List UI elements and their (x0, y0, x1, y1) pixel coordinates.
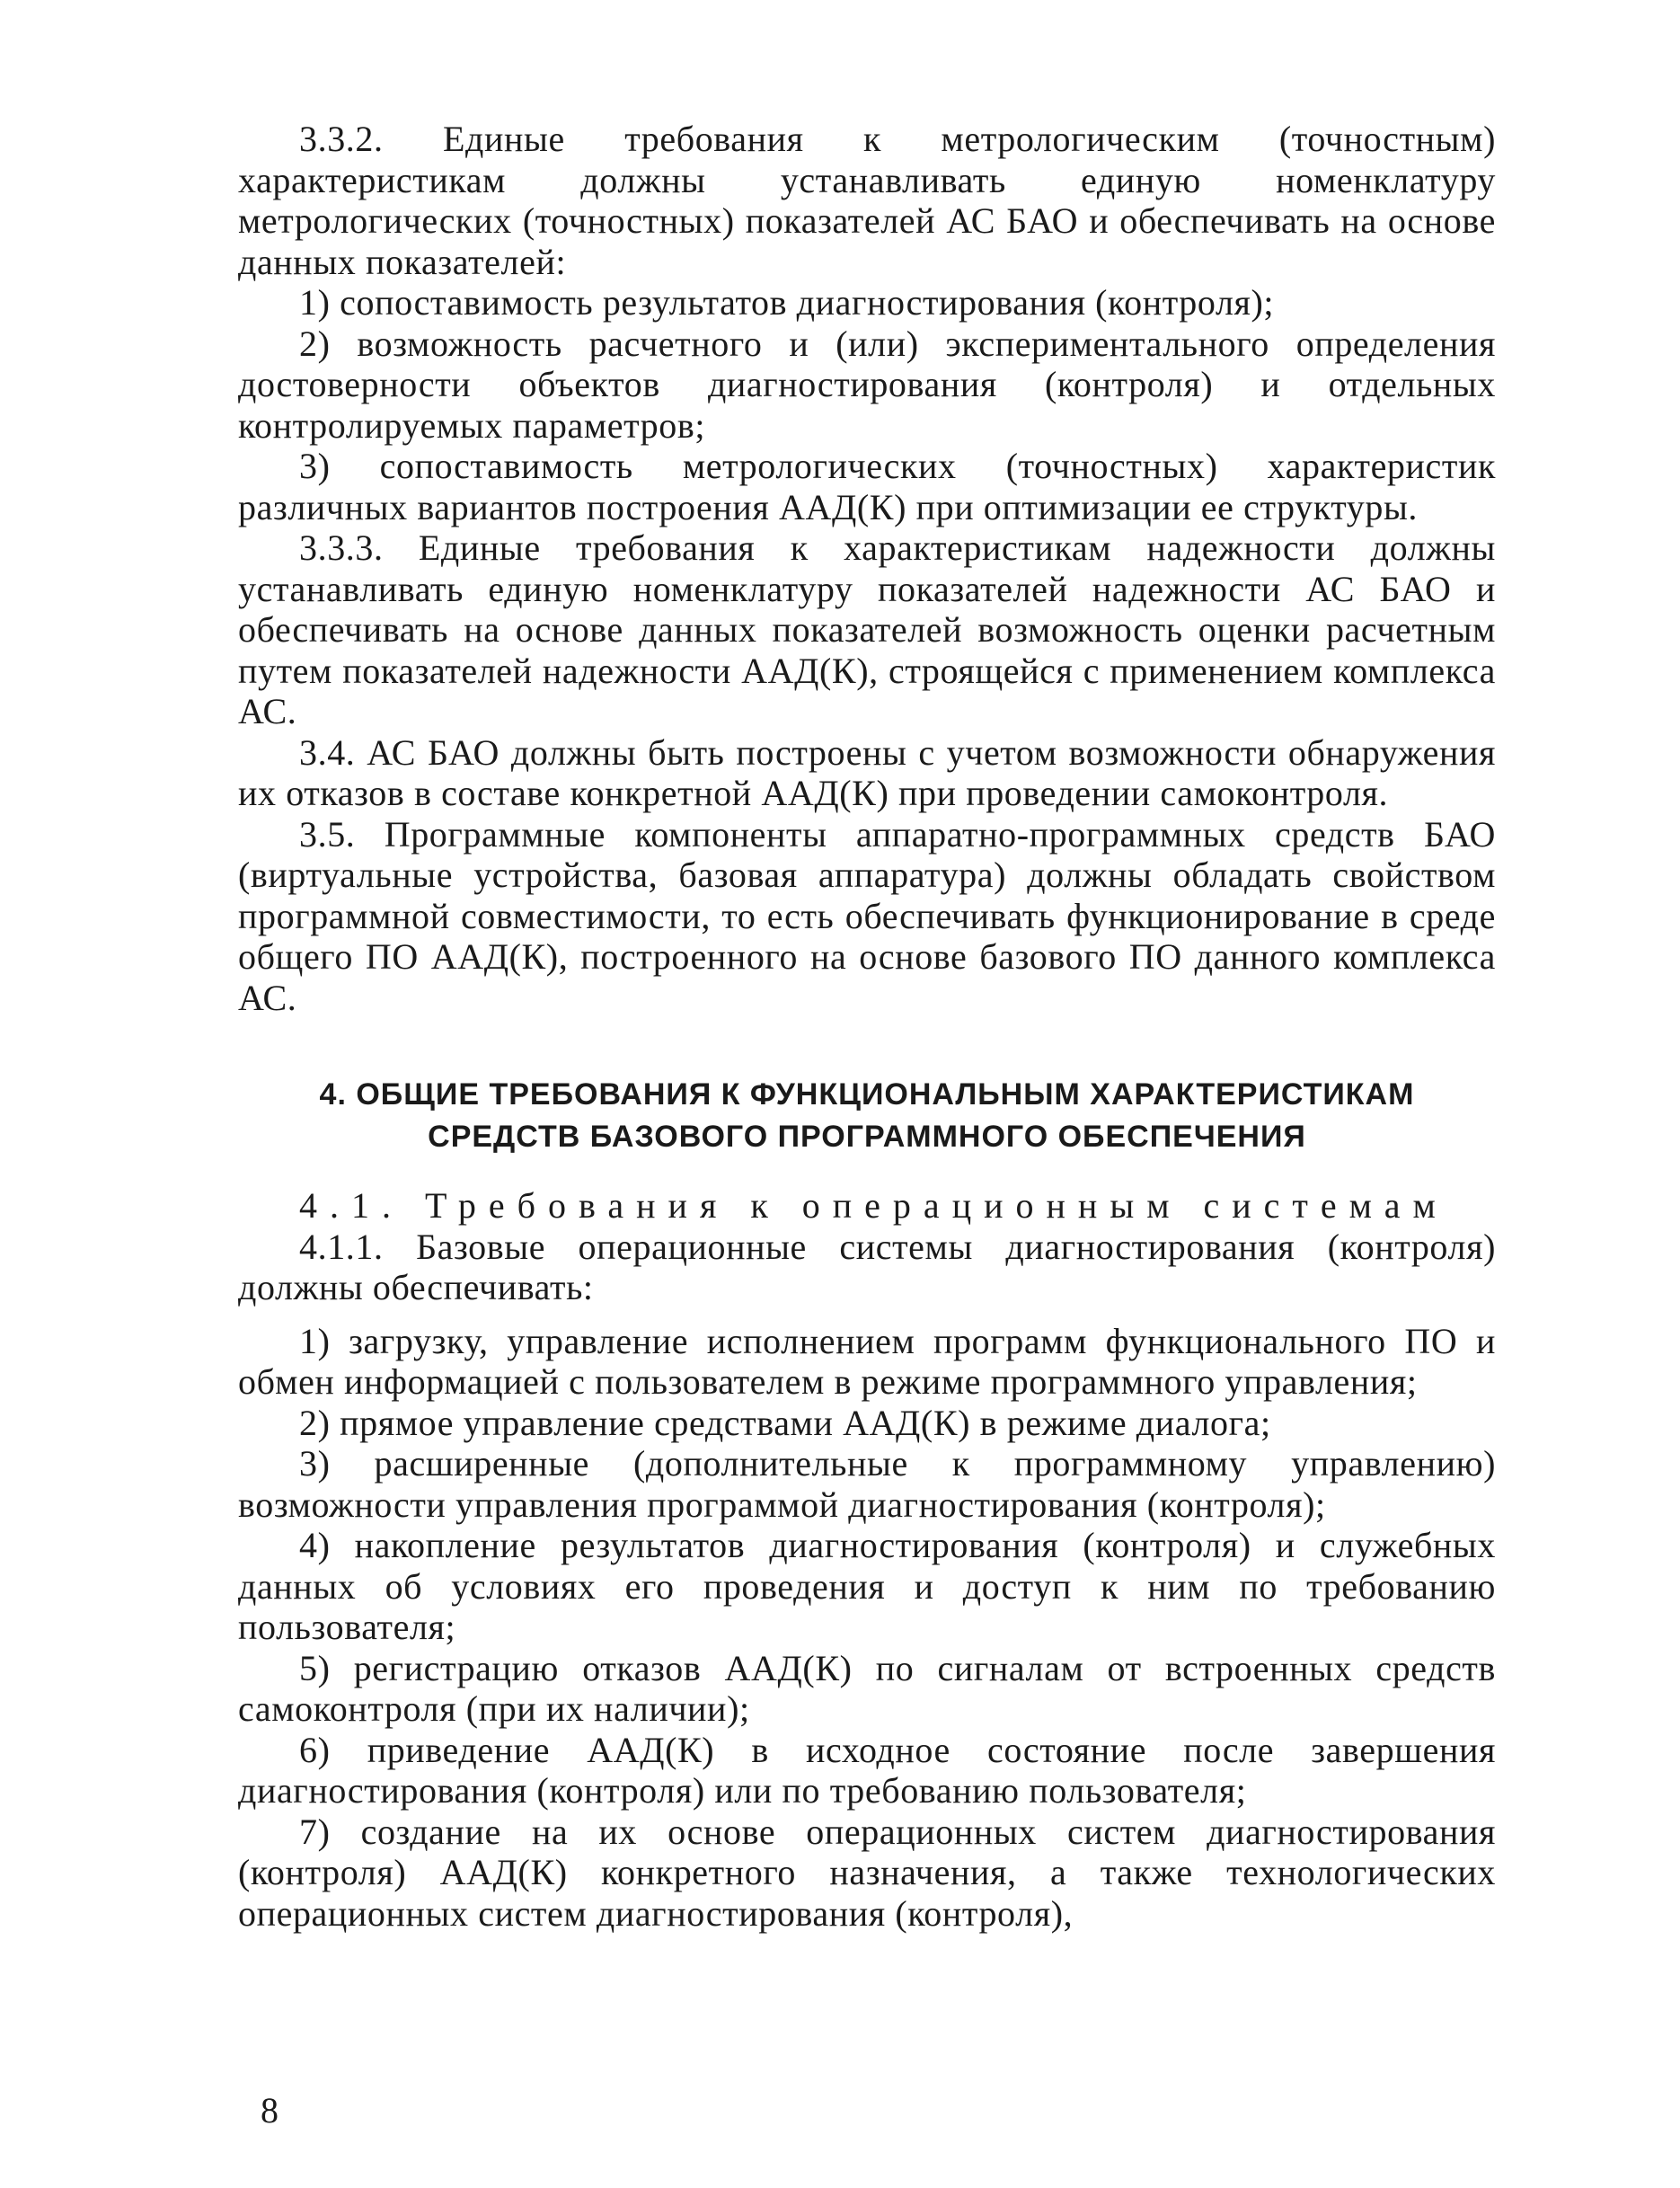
requirements-list (238, 1321, 1496, 1935)
section-heading-4 (238, 1074, 1496, 1158)
list-item-2: 2) возможность расчетного и (или) экспериментального определения достоверности объектов диагностирования (контроля) и отдельных контролируемых параметров; (238, 323, 1496, 446)
list-item-1: 1) сопоставимость результатов диагностирования (контроля); (299, 282, 1275, 323)
paragraph-3-4: 3.4. АС БАО должны быть построены с учетом возможности обнаружения их отказов в составе конкретной ААД(К) при проведении самоконтроля. (238, 731, 1496, 813)
list-item-4-6: 6) приведение ААД(К) в исходное состояние после завершения диагностирования (контроля) или по требованию пользователя; (238, 1729, 1496, 1811)
list-item-4-2: 2) прямое управление средствами ААД(К) в режиме диалога; (299, 1402, 1271, 1443)
section-heading-line-2: СРЕДСТВ БАЗОВОГО ПРОГРАММНОГО ОБЕСПЕЧЕНИЯ (428, 1120, 1306, 1154)
list-item-4-5: 5) регистрацию отказов ААД(К) по сигналам от встроенных средств самоконтроля (при их наличии); (238, 1647, 1496, 1729)
paragraph-4-1-1: 4.1.1. Базовые операционные системы диагностирования (контроля) должны обеспечивать: (238, 1226, 1496, 1307)
list-item-4-7: 7) создание на их основе операционных систем диагностирования (контроля) ААД(К) конкретного назначения, а также технологических операционных систем диагностирования (контроля), (238, 1811, 1496, 1934)
paragraph-3-5: 3.5. Программные компоненты аппаратно-программных средств БАО (виртуальные устройства, базовая аппаратура) должны обладать свойством программной совместимости, то есть обеспечивать функционирование в среде общего ПО ААД(К), построенного на основе базового ПО данного комплекса АС. (238, 813, 1496, 1018)
paragraph-3-3-3: 3.3.3. Единые требования к характеристикам надежности должны устанавливать единую номенклатуру показателей надежности АС БАО и обеспечивать на основе данных показателей возможность оценки расчетным путем показателей надежности ААД(К), строящейся с применением комплекса АС. (238, 527, 1496, 731)
list-item-4-3: 3) расширенные (дополнительные к программному управлению) возможности управления программой диагностирования (контроля); (238, 1443, 1496, 1525)
list-item-3: 3) сопоставимость метрологических (точностных) характеристик различных вариантов построения ААД(К) при оптимизации ее структуры. (238, 446, 1496, 527)
paragraph-3-3-2: 3.3.2. Единые требования к метрологическим (точностным) характеристикам должны устанавливать единую номенклатуру метрологических (точностных) показателей АС БАО и обеспечивать на основе данных показателей: (238, 119, 1496, 282)
list-item-4-4: 4) накопление результатов диагностирования (контроля) и служебных данных об условиях его проведения и доступ к ним по требованию пользователя; (238, 1525, 1496, 1647)
list-item-4-1: 1) загрузку, управление исполнением программ функционального ПО и обмен информацией с пользователем в режиме программного управления; (238, 1320, 1496, 1402)
page-body (238, 119, 1496, 1934)
page-number: 8 (261, 2090, 279, 2130)
subsection-title-4-1: 4.1. Требования к операционным системам (299, 1185, 1448, 1226)
section-heading-line-1: 4. ОБЩИЕ ТРЕБОВАНИЯ К ФУНКЦИОНАЛЬНЫМ ХАРАКТЕРИСТИКАМ (319, 1077, 1415, 1112)
